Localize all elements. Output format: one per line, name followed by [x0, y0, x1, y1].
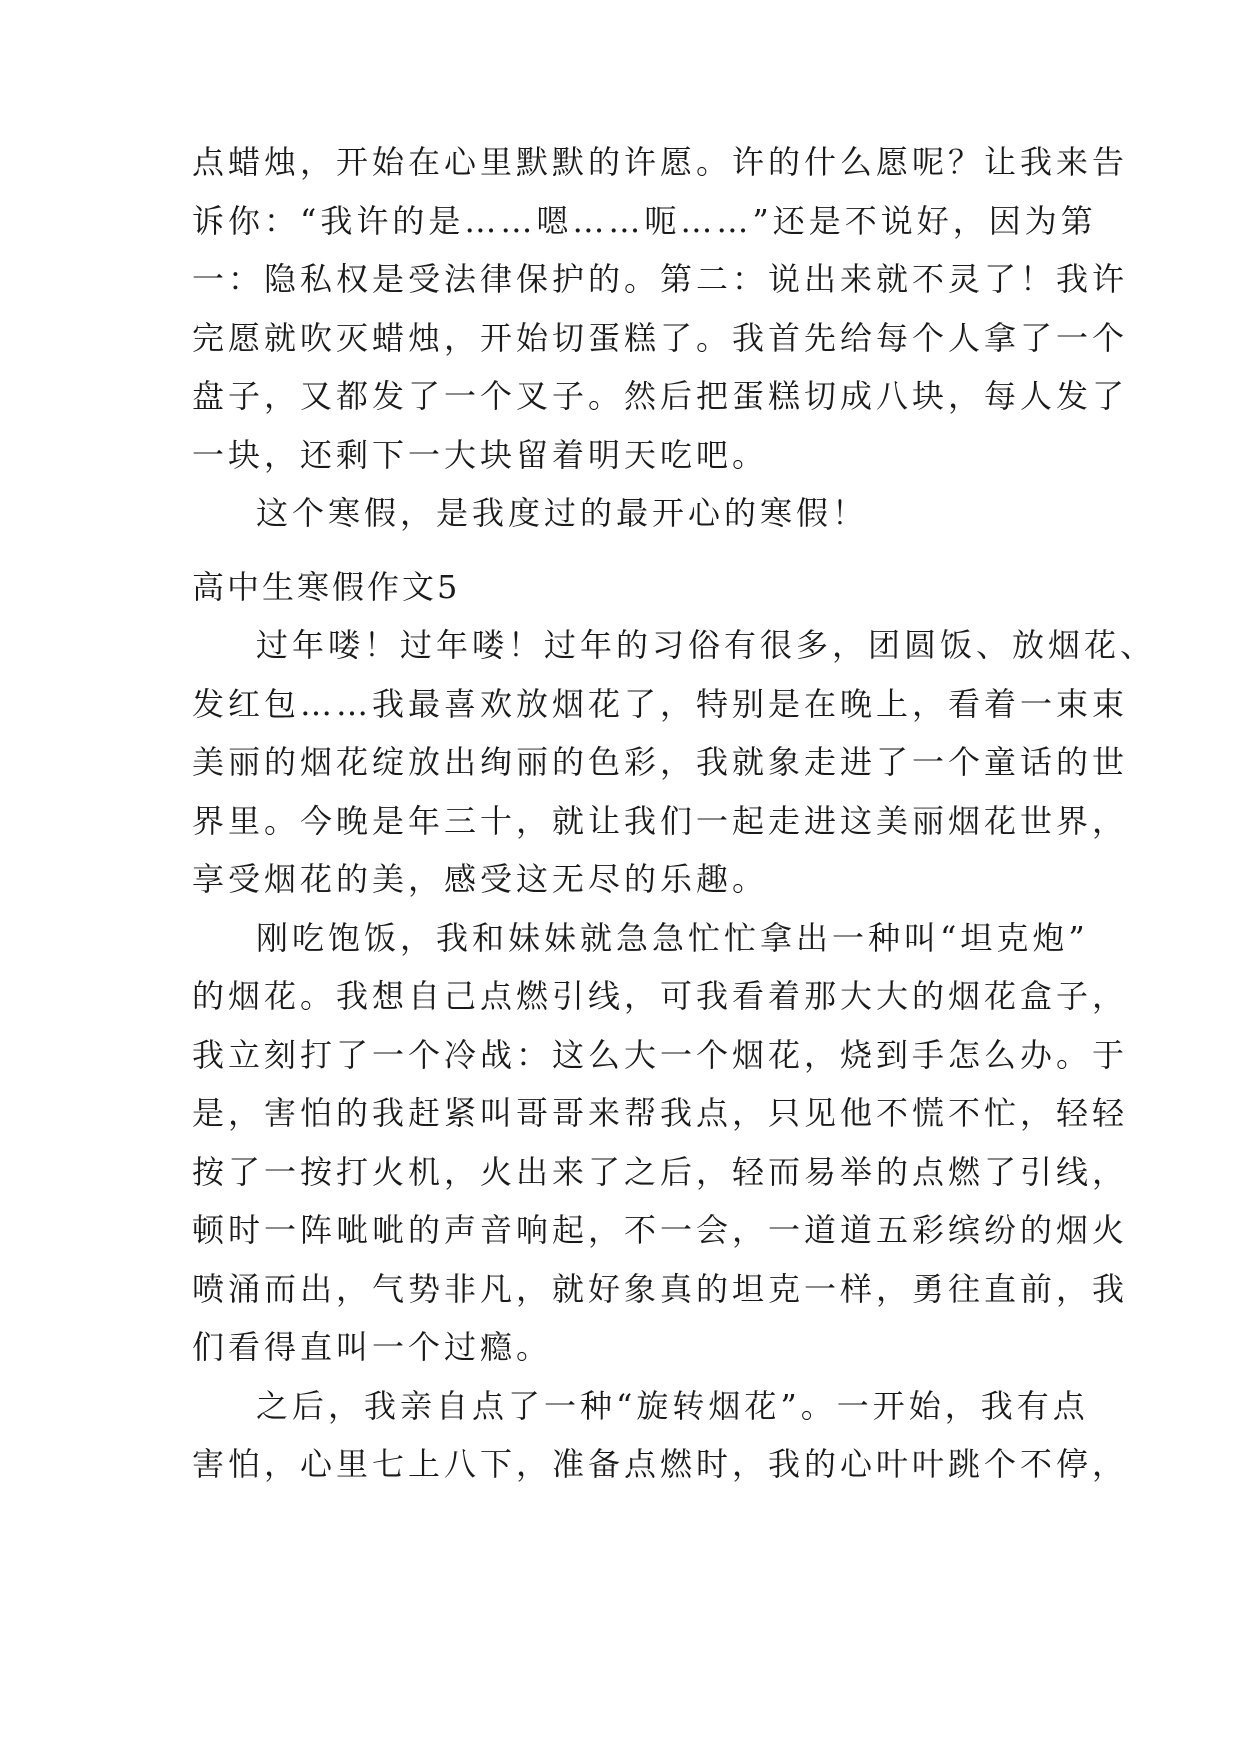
text-line: 过年喽！过年喽！过年的习俗有很多，团圆饭、放烟花、	[256, 626, 1157, 664]
paragraph	[192, 616, 1157, 909]
text-line: 盘子，又都发了一个叉子。然后把蛋糕切成八块，每人发了	[192, 377, 1129, 415]
text-line: 是，害怕的我赶紧叫哥哥来帮我点，只见他不慌不忙，轻轻	[192, 1094, 1129, 1132]
essay-body	[192, 616, 1157, 1494]
text-line: 一块，还剩下一大块留着明天吃吧。	[192, 435, 769, 474]
text-line: 我立刻打了一个冷战：这么大一个烟花，烧到手怎么办。于	[192, 1035, 1129, 1074]
text-line: 喷涌而出，气势非凡，就好象真的坦克一样，勇往直前，我	[192, 1269, 1129, 1308]
text-line: 按了一按打火机，火出来了之后，轻而易举的点燃了引线，	[192, 1152, 1129, 1191]
text-line: 诉你：“我许的是……嗯……呃……”还是不说好，因为第	[192, 201, 1097, 240]
essay-title: 高中生寒假作文5	[192, 568, 461, 606]
previous-essay-ending	[192, 133, 1129, 543]
text-line: 完愿就吹灭蜡烛，开始切蛋糕了。我首先给每个人拿了一个	[192, 318, 1129, 357]
text-line: 发红包……我最喜欢放烟花了，特别是在晚上，看着一束束	[192, 684, 1129, 723]
text-line: 点蜡烛，开始在心里默默的许愿。许的什么愿呢？让我来告	[192, 143, 1129, 181]
paragraph	[192, 909, 1129, 1377]
text-line: 顿时一阵呲呲的声音响起，不一会，一道道五彩缤纷的烟火	[192, 1211, 1129, 1249]
text-line: 美丽的烟花绽放出绚丽的色彩，我就象走进了一个童话的世	[192, 743, 1129, 781]
text-line: 们看得直叫一个过瘾。	[192, 1328, 553, 1366]
paragraph	[192, 1377, 1129, 1494]
essay-title-block	[192, 558, 1062, 616]
text-line: 刚吃饱饭，我和妹妹就急急忙忙拿出一种叫“坦克炮”	[256, 918, 1089, 957]
text-line: 之后，我亲自点了一种“旋转烟花”。一开始，我有点	[256, 1386, 1089, 1425]
closing-paragraph: 这个寒假，是我度过的最开心的寒假！	[256, 494, 869, 532]
text-line: 界里。今晚是年三十，就让我们一起走进这美丽烟花世界，	[192, 801, 1129, 840]
text-line: 的烟花。我想自己点燃引线，可我看着那大大的烟花盒子，	[192, 977, 1129, 1015]
text-line: 一：隐私权是受法律保护的。第二：说出来就不灵了！我许	[192, 260, 1129, 298]
text-line: 享受烟花的美，感受这无尽的乐趣。	[192, 860, 769, 898]
text-line: 害怕，心里七上八下，准备点燃时，我的心叶叶跳个不停，	[192, 1445, 1129, 1483]
